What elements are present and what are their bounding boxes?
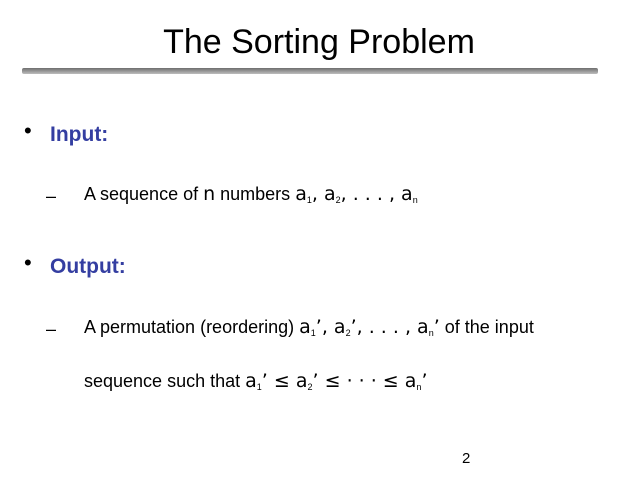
separator: , xyxy=(311,183,324,205)
var-a1p: a xyxy=(299,316,311,338)
dash-output: – xyxy=(46,319,57,339)
prime: ’ xyxy=(350,316,357,338)
var-a2p: a xyxy=(295,370,308,392)
output-heading: Output: xyxy=(50,255,126,278)
output-description-line2 xyxy=(84,370,427,398)
prime: ’ xyxy=(421,370,428,392)
output-description-line1 xyxy=(84,316,534,344)
input-text-pre: A sequence of xyxy=(84,184,204,204)
var-a2: a xyxy=(323,183,336,205)
var-anp: a xyxy=(417,316,429,338)
dash-input: – xyxy=(46,186,57,206)
page-number: 2 xyxy=(462,450,471,467)
prime: ’ xyxy=(315,316,322,338)
le-sign: ≤ xyxy=(318,370,347,392)
sub-n: n xyxy=(412,195,418,205)
var-a1p: a xyxy=(245,370,257,392)
prime: ’ xyxy=(312,370,319,392)
prime: ’ xyxy=(261,370,268,392)
sub-n: n xyxy=(416,382,422,392)
sub-1: 1 xyxy=(306,195,312,205)
cdots: · · · xyxy=(346,370,377,392)
ellipsis: , . . . , xyxy=(356,316,418,338)
input-text-mid: numbers xyxy=(215,184,296,204)
var-a2p: a xyxy=(333,316,346,338)
le-sign: ≤ xyxy=(376,370,405,392)
sub-1: 1 xyxy=(310,328,316,338)
sub-2: 2 xyxy=(307,382,313,392)
sub-1: 1 xyxy=(256,382,262,392)
var-n: n xyxy=(203,183,216,205)
sub-n: n xyxy=(428,328,434,338)
bullet-output: • xyxy=(24,250,32,275)
title-divider xyxy=(22,68,598,74)
var-anp: a xyxy=(404,370,417,392)
sub-2: 2 xyxy=(345,328,351,338)
var-a1: a xyxy=(295,183,307,205)
bullet-input: • xyxy=(24,118,32,143)
output-text-post: of the input xyxy=(439,317,534,337)
ellipsis: , . . . , xyxy=(340,183,402,205)
input-heading: Input: xyxy=(50,123,109,146)
output-text-pre: A permutation (reordering) xyxy=(84,317,300,337)
separator: , xyxy=(321,316,334,338)
output-line2-pre: sequence such that xyxy=(84,371,246,391)
slide-title: The Sorting Problem xyxy=(163,23,475,61)
sub-2: 2 xyxy=(335,195,341,205)
le-sign: ≤ xyxy=(267,370,296,392)
input-description xyxy=(84,183,418,211)
var-an: a xyxy=(401,183,413,205)
prime: ’ xyxy=(433,316,440,338)
